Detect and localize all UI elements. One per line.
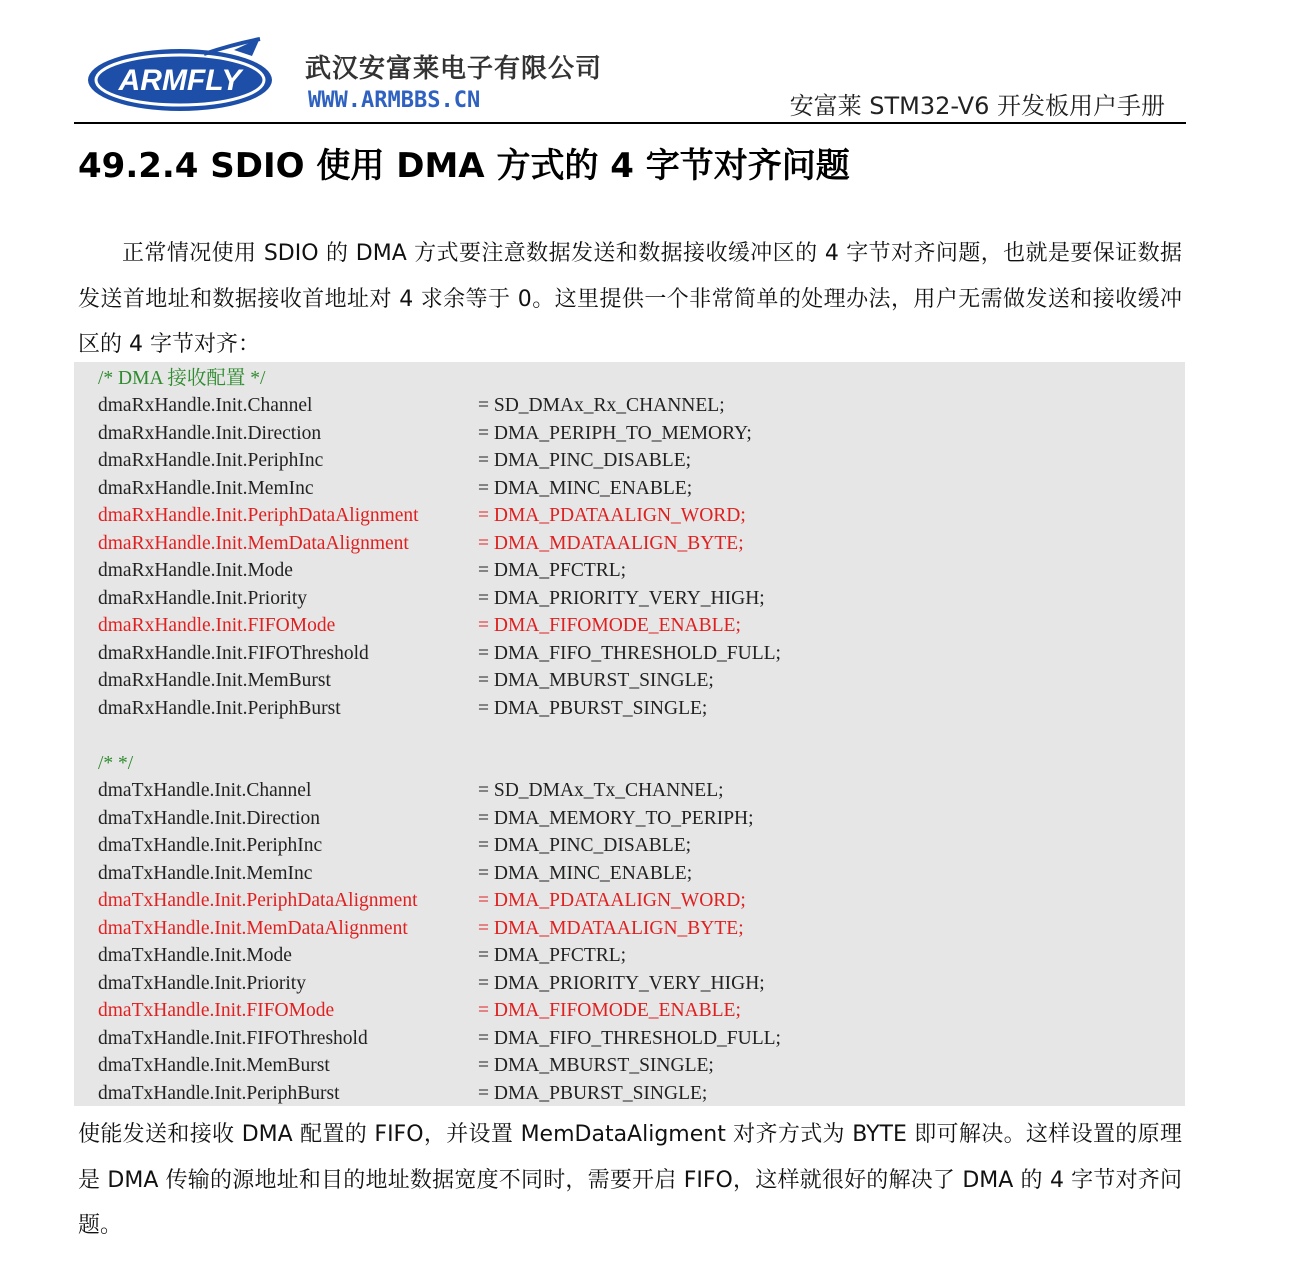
code-line: dmaTxHandle.Init.MemInc = DMA_MINC_ENABLE;	[98, 862, 693, 884]
armfly-logo	[84, 36, 282, 114]
code-line-highlight: dmaRxHandle.Init.MemDataAlignment = DMA_MDATAALIGN_BYTE;	[98, 532, 744, 554]
header-divider	[74, 122, 1186, 124]
conclusion-paragraph	[78, 1112, 1182, 1249]
code-line: dmaTxHandle.Init.Channel = SD_DMAx_Tx_CHANNEL;	[98, 780, 724, 801]
code-block	[74, 362, 1185, 1106]
code-line: dmaRxHandle.Init.PeriphInc = DMA_PINC_DISABLE;	[98, 450, 692, 471]
conclusion-text: 使能发送和接收 DMA 配置的 FIFO，并设置 MemDataAligment 对齐方式为 BYTE 即可解决。这样设置的原理是 DMA 传输的源地址和目的地址数据宽度不同时，需要开启 FIFO，这样就很好的解决了 DMA 的 4 字节对齐问题。	[78, 1122, 1182, 1238]
code-line: dmaRxHandle.Init.MemBurst = DMA_MBURST_SINGLE;	[98, 670, 714, 691]
code-line: dmaTxHandle.Init.PeriphBurst = DMA_PBURST_SINGLE;	[98, 1082, 708, 1104]
intro-text: 正常情况使用 SDIO 的 DMA 方式要注意数据发送和数据接收缓冲区的 4 字节对齐问题，也就是要保证数据发送首地址和数据接收首地址对 4 求余等于 0。这里提供一个非常简单的处理办法，用户无需做发送和接收缓冲区的 4 字节对齐：	[78, 241, 1182, 357]
code-line-highlight: dmaTxHandle.Init.PeriphDataAlignment = DMA_PDATAALIGN_WORD;	[98, 890, 746, 911]
website-link[interactable]: WWW.ARMBBS.CN	[308, 88, 481, 113]
code-line: dmaRxHandle.Init.MemInc = DMA_MINC_ENABLE;	[98, 477, 693, 499]
code-line: dmaTxHandle.Init.MemBurst = DMA_MBURST_SINGLE;	[98, 1055, 714, 1076]
code-line-highlight: dmaTxHandle.Init.FIFOMode = DMA_FIFOMODE_ENABLE;	[98, 1000, 741, 1021]
code-line: dmaRxHandle.Init.Priority = DMA_PRIORITY_VERY_HIGH;	[98, 587, 765, 609]
company-name: 武汉安富莱电子有限公司	[305, 54, 603, 84]
code-line: dmaTxHandle.Init.FIFOThreshold = DMA_FIFO_THRESHOLD_FULL;	[98, 1027, 781, 1049]
code-line: dmaTxHandle.Init.Priority = DMA_PRIORITY_VERY_HIGH;	[98, 972, 765, 994]
code-comment-rx: /* DMA 接收配置 */	[98, 368, 266, 389]
code-line: dmaTxHandle.Init.Mode = DMA_PFCTRL;	[98, 945, 627, 966]
manual-title: 安富莱 STM32-V6 开发板用户手册	[789, 92, 1165, 120]
section-title: 49.2.4 SDIO 使用 DMA 方式的 4 字节对齐问题	[78, 146, 850, 186]
code-line-highlight: dmaTxHandle.Init.MemDataAlignment = DMA_MDATAALIGN_BYTE;	[98, 917, 744, 939]
intro-paragraph	[78, 231, 1182, 368]
code-line: dmaRxHandle.Init.PeriphBurst = DMA_PBURST_SINGLE;	[98, 697, 708, 719]
code-line: dmaTxHandle.Init.PeriphInc = DMA_PINC_DISABLE;	[98, 835, 692, 856]
code-line-highlight: dmaRxHandle.Init.FIFOMode = DMA_FIFOMODE_ENABLE;	[98, 615, 741, 636]
code-line: dmaRxHandle.Init.FIFOThreshold = DMA_FIFO_THRESHOLD_FULL;	[98, 642, 781, 664]
page-header	[0, 0, 1303, 126]
code-comment-tx: /* */	[98, 753, 134, 774]
logo-text: ARMFLY	[118, 64, 242, 97]
code-line: dmaRxHandle.Init.Mode = DMA_PFCTRL;	[98, 560, 627, 581]
code-line: dmaRxHandle.Init.Channel = SD_DMAx_Rx_CHANNEL;	[98, 395, 725, 416]
code-line: dmaRxHandle.Init.Direction = DMA_PERIPH_TO_MEMORY;	[98, 422, 752, 444]
code-line: dmaTxHandle.Init.Direction = DMA_MEMORY_TO_PERIPH;	[98, 807, 754, 829]
code-line-highlight: dmaRxHandle.Init.PeriphDataAlignment = DMA_PDATAALIGN_WORD;	[98, 505, 746, 526]
